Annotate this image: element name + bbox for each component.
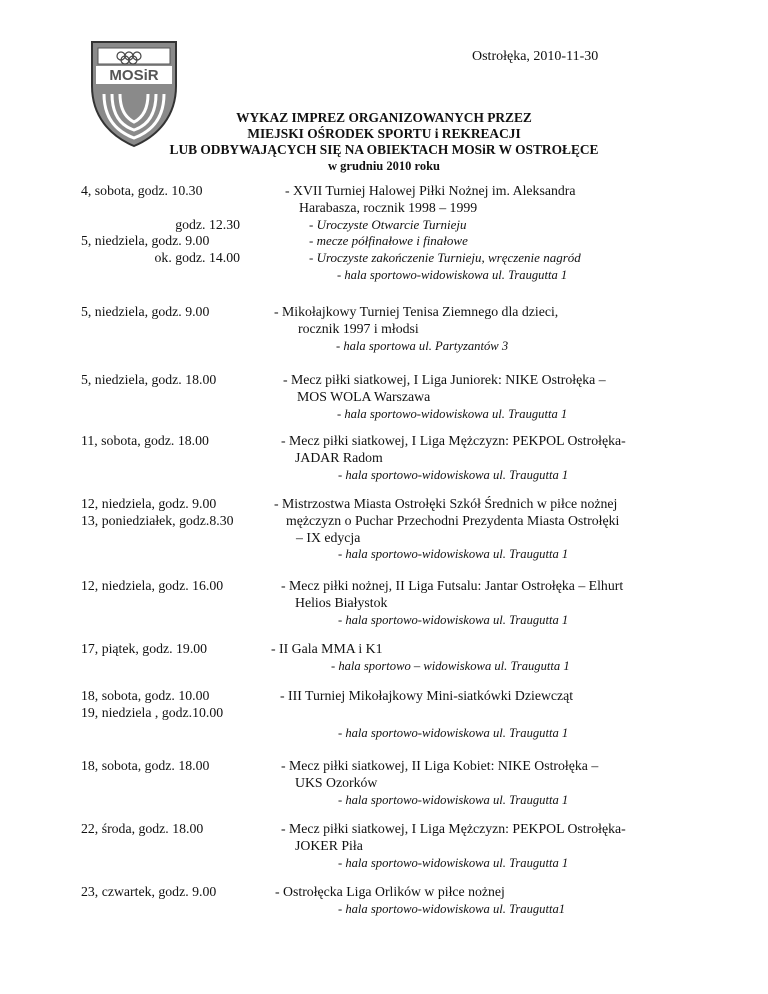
event-when bbox=[81, 578, 261, 595]
event-item: - mecze półfinałowe i finałowe bbox=[309, 233, 468, 249]
event-description bbox=[281, 821, 721, 871]
event-title: - II Gala MMA i K1 bbox=[271, 641, 383, 656]
event-when bbox=[81, 821, 261, 838]
event-title-cont: Harabasza, rocznik 1998 – 1999 bbox=[299, 199, 478, 215]
event-date: 19, niedziela , godz.10.00 bbox=[81, 704, 224, 720]
event-date: ok. godz. 14.00 bbox=[154, 250, 240, 266]
event-date: 12, niedziela, godz. 16.00 bbox=[81, 578, 224, 593]
title-line: MIEJSKI OŚRODEK SPORTU i REKREACJI bbox=[247, 126, 521, 141]
event-venue: - hala sportowo-widowiskowa ul. Traugutta 1 bbox=[338, 467, 569, 482]
event-when bbox=[81, 372, 261, 389]
event-venue: - hala sportowo – widowiskowa ul. Traugutta 1 bbox=[331, 658, 570, 673]
event-description bbox=[274, 496, 714, 563]
event-date: 23, czwartek, godz. 9.00 bbox=[81, 884, 217, 899]
event-venue: - hala sportowo-widowiskowa ul. Traugutta 1 bbox=[337, 267, 568, 282]
event-date: 5, niedziela, godz. 9.00 bbox=[81, 233, 210, 249]
event-date: 5, niedziela, godz. 18.00 bbox=[81, 372, 217, 387]
event-description bbox=[281, 758, 721, 808]
event-title-cont: UKS Ozorków bbox=[295, 774, 378, 790]
event-date: godz. 12.30 bbox=[175, 216, 240, 232]
event-when bbox=[81, 884, 261, 901]
event-date: 18, sobota, godz. 18.00 bbox=[81, 758, 210, 773]
event-when bbox=[81, 758, 261, 775]
event-date: 5, niedziela, godz. 9.00 bbox=[81, 304, 210, 319]
event-when bbox=[81, 641, 261, 658]
event-description bbox=[285, 183, 725, 284]
event-title-cont: – IX edycja bbox=[296, 529, 361, 545]
event-date: 13, poniedziałek, godz.8.30 bbox=[81, 512, 234, 528]
event-description bbox=[271, 641, 711, 675]
event-date: 12, niedziela, godz. 9.00 bbox=[81, 496, 217, 511]
event-venue: - hala sportowo-widowiskowa ul. Traugutta1 bbox=[338, 901, 566, 916]
event-when bbox=[81, 183, 261, 267]
event-date-spacer bbox=[81, 200, 261, 217]
event-venue: - hala sportowa ul. Partyzantów 3 bbox=[336, 338, 509, 353]
event-title-cont: MOS WOLA Warszawa bbox=[297, 388, 431, 404]
event-venue: - hala sportowo-widowiskowa ul. Traugutta 1 bbox=[338, 725, 569, 740]
event-date: 17, piątek, godz. 19.00 bbox=[81, 641, 208, 656]
event-title: - Mecz piłki siatkowej, I Liga Mężczyzn: PEKPOL Ostrołęka- bbox=[281, 821, 626, 836]
event-title: - Mecz piłki siatkowej, I Liga Juniorek: NIKE Ostrołęka – bbox=[283, 372, 606, 387]
event-title: - Mikołajkowy Turniej Tenisa Ziemnego dla dzieci, bbox=[274, 304, 559, 319]
event-title-cont: rocznik 1997 i młodsi bbox=[298, 320, 419, 336]
event-item: - Uroczyste Otwarcie Turnieju bbox=[309, 216, 467, 232]
title-line: WYKAZ IMPREZ ORGANIZOWANYCH PRZEZ bbox=[236, 110, 532, 125]
event-when bbox=[81, 304, 261, 321]
logo-text: MOSiR bbox=[109, 67, 159, 84]
event-title-cont: mężczyzn o Puchar Przechodni Prezydenta Miasta Ostrołęki bbox=[286, 512, 620, 528]
event-venue: - hala sportowo-widowiskowa ul. Traugutta 1 bbox=[338, 855, 569, 870]
event-title: - Mecz piłki nożnej, II Liga Futsalu: Jantar Ostrołęka – Elhurt bbox=[281, 578, 624, 593]
event-when bbox=[81, 688, 261, 722]
event-date: 22, środa, godz. 18.00 bbox=[81, 821, 204, 836]
event-title-cont: JADAR Radom bbox=[295, 449, 383, 465]
event-title: - Mecz piłki siatkowej, I Liga Mężczyzn: PEKPOL Ostrołęka- bbox=[281, 433, 626, 448]
event-when bbox=[81, 496, 261, 530]
event-when bbox=[81, 433, 261, 450]
event-title-cont: JOKER Piła bbox=[295, 837, 363, 853]
event-item: - Uroczyste zakończenie Turnieju, wręczenie nagród bbox=[309, 250, 581, 266]
title-subtitle: w grudniu 2010 roku bbox=[328, 159, 440, 173]
event-description bbox=[281, 578, 721, 628]
event-title: - XVII Turniej Halowej Piłki Nożnej im. Aleksandra bbox=[285, 183, 576, 198]
event-description bbox=[283, 372, 723, 422]
event-description bbox=[281, 433, 721, 483]
event-venue: - hala sportowo-widowiskowa ul. Traugutta 1 bbox=[338, 547, 569, 562]
place-date: Ostrołęka, 2010-11-30 bbox=[472, 49, 599, 64]
event-venue: - hala sportowo-widowiskowa ul. Traugutta 1 bbox=[338, 612, 569, 627]
event-date: 18, sobota, godz. 10.00 bbox=[81, 688, 210, 703]
event-spacer bbox=[280, 705, 720, 722]
document-title bbox=[0, 110, 768, 174]
event-venue: - hala sportowo-widowiskowa ul. Traugutta 1 bbox=[338, 792, 569, 807]
event-title: - III Turniej Mikołajkowy Mini-siatkówki Dziewcząt bbox=[280, 688, 574, 703]
event-title: - Mistrzostwa Miasta Ostrołęki Szkół Średnich w piłce nożnej bbox=[274, 496, 618, 511]
event-date: 11, sobota, godz. 18.00 bbox=[81, 433, 209, 448]
event-description bbox=[274, 304, 714, 354]
event-title: - Mecz piłki siatkowej, II Liga Kobiet: NIKE Ostrołęka – bbox=[281, 758, 599, 773]
event-description bbox=[280, 688, 720, 741]
title-line: LUB ODBYWAJĄCYCH SIĘ NA OBIEKTACH MOSiR W OSTROŁĘCE bbox=[169, 142, 599, 157]
event-description bbox=[275, 884, 715, 918]
event-venue: - hala sportowo-widowiskowa ul. Traugutta 1 bbox=[337, 406, 568, 421]
event-date: 4, sobota, godz. 10.30 bbox=[81, 183, 203, 198]
event-title: - Ostrołęcka Liga Orlików w piłce nożnej bbox=[275, 884, 505, 899]
event-title-cont: Helios Białystok bbox=[295, 594, 388, 610]
